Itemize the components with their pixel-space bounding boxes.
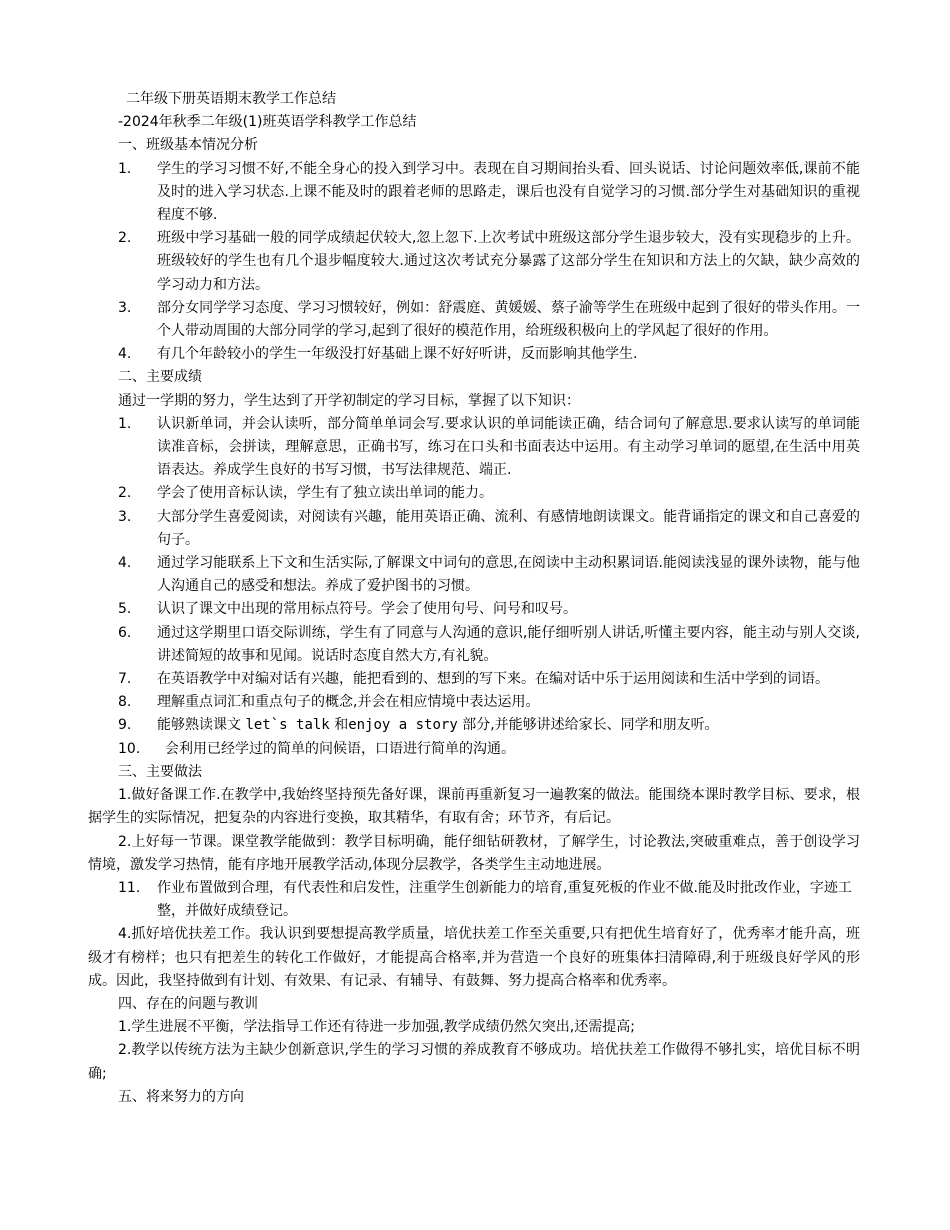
lesson-name: let`s talk: [245, 717, 330, 734]
list-item: [118, 598, 860, 621]
item-text-part: 能够熟读课文: [157, 717, 246, 734]
list-item: [118, 343, 860, 366]
list-item: [118, 714, 860, 737]
list-item: [118, 668, 860, 691]
document-subtitle: -2024年秋季二年级(1)班英语学科教学工作总结: [118, 114, 417, 131]
list-item: [118, 297, 860, 343]
paragraph: 4.抓好培优扶差工作。我认识到要想提高教学质量，培优扶差工作至关重要,只有把优生培育好了，优秀率才能升高，班级才有榜样；也只有把差生的转化工作做好，才能提高合格率,并为营造一个良好的班集体扫清障碍,利于班级良好学风的形成。因此，我坚持做到有计划、有效果、有记录、有辅导、有鼓舞、努力提高合格率和优秀率。: [88, 926, 860, 989]
item-text: 部分女同学学习态度、学习习惯较好，例如：舒震庭、黄媛媛、蔡子渝等学生在班级中起到了很好的带头作用。一个人带动周围的大部分同学的学习,起到了很好的模范作用，给班级积极向上的学风起了很好的作用。: [157, 299, 860, 340]
item-text-part: 部分,并能够讲述给家长、同学和朋友听。: [457, 717, 719, 734]
item-number: 9.: [118, 717, 132, 734]
list-item: [118, 691, 860, 714]
list-item: [118, 552, 860, 598]
item-number: 2.: [118, 485, 132, 502]
item-text: [157, 714, 860, 737]
list-item: [118, 227, 860, 297]
paragraph: 1.学生进展不平衡，学法指导工作还有待进一步加强,教学成绩仍然欠突出,还需提高;: [118, 1019, 635, 1036]
paragraph: 1.做好备课工作.在教学中,我始终坚持预先备好课，课前再重新复习一遍教案的做法。能围绕本课时教学目标、要求，根据学生的实际情况，把复杂的内容进行变换，取其精华，有取有舍；环节齐，有后记。: [88, 787, 860, 827]
item-number: 8.: [118, 694, 132, 711]
item-text: 通过学习能联系上下文和生活实际,了解课文中词句的意思,在阅读中主动积累词语.能阅读浅显的课外读物，能与他人沟通自己的感受和想法。养成了爱护图书的习惯。: [157, 555, 860, 595]
item-text: 作业布置做到合理，有代表性和启发性，注重学生创新能力的培育,重复死板的作业不做.能及时批改作业，字迹工整，并做好成绩登记。: [157, 879, 852, 920]
item-number: 4.: [118, 555, 132, 572]
item-text: 大部分学生喜爱阅读，对阅读有兴趣，能用英语正确、流利、有感情地朗读课文。能背诵指定的课文和自己喜爱的句子。: [157, 508, 860, 548]
item-text: 学生的学习习惯不好,不能全身心的投入到学习中。表现在自习期间抬头看、回头说话、讨论问题效率低,课前不能及时的进入学习状态.上课不能及时的跟着老师的思路走，课后也没有自觉学习的习惯.部分学生对基础知识的重视程度不够.: [157, 160, 860, 224]
section-heading: 一、班级基本情况分析: [118, 137, 258, 154]
section-heading: 三、主要做法: [118, 763, 202, 780]
item-number: 3.: [118, 299, 132, 316]
list-item: [118, 413, 860, 483]
item-text: 班级中学习基础一般的同学成绩起伏较大,忽上忽下.上次考试中班级这部分学生退步较大，没有实现稳步的上升。班级较好的学生也有几个退步幅度较大.通过这次考试充分暴露了这部分学生在知识和方法上的欠缺，缺少高效的学习动力和方法。: [157, 230, 860, 293]
list-item: [118, 622, 860, 668]
document-title: 二年级下册英语期末教学工作总结: [126, 91, 336, 107]
item-number: 3.: [118, 508, 132, 525]
item-text: 学会了使用音标认读，学生有了独立读出单词的能力。: [157, 485, 493, 502]
paragraph: 2.教学以传统方法为主缺少创新意识,学生的学习习惯的养成教育不够成功。培优扶差工作做得不够扎实，培优目标不明确;: [88, 1042, 860, 1082]
document-page: [0, 88, 950, 1109]
item-number: 10.: [118, 740, 141, 757]
item-number: 7.: [118, 671, 132, 688]
list-item: [118, 506, 860, 552]
item-text-part: 和: [329, 717, 349, 734]
section-heading: 五、将来努力的方向: [118, 1088, 244, 1105]
item-number: 5.: [118, 601, 132, 618]
list-item: [118, 738, 860, 761]
item-number: 6.: [118, 624, 132, 641]
list-item: [118, 877, 860, 923]
item-text: 在英语教学中对编对话有兴趣，能把看到的、想到的写下来。在编对话中乐于运用阅读和生活中学到的词语。: [157, 671, 829, 688]
paragraph: 2.上好每一节课。课堂教学能做到：教学目标明确，能仔细钻研教材，了解学生，讨论教法,突破重难点，善于创设学习情境，激发学习热情，能有序地开展教学活动,体现分层教学，各类学生主动地进展。: [88, 833, 860, 873]
item-text: 认识了课文中出现的常用标点符号。学会了使用句号、问号和叹号。: [157, 601, 577, 618]
item-number: 4.: [118, 346, 132, 363]
item-number: 1.: [118, 160, 132, 177]
item-text: 通过这学期里口语交际训练，学生有了同意与人沟通的意识,能仔细听别人讲话,听懂主要内容，能主动与别人交谈,讲述简短的故事和见闻。说话时态度自然大方,有礼貌。: [157, 624, 860, 664]
item-number: 11.: [118, 879, 141, 896]
section-intro: 通过一学期的努力，学生达到了开学初制定的学习目标，掌握了以下知识：: [118, 392, 580, 409]
section-heading: 四、存在的问题与教训: [118, 995, 258, 1012]
lesson-name: enjoy a story: [348, 717, 458, 734]
item-text: 有几个年龄较小的学生一年级没打好基础上课不好好听讲，反而影响其他学生.: [157, 346, 638, 363]
list-item: [118, 482, 860, 505]
section-heading: 二、主要成绩: [118, 369, 202, 386]
item-number: 2.: [118, 230, 132, 247]
item-text: 认识新单词，并会认读听，部分简单单词会写.要求认识的单词能读正确，结合词句了解意思.要求认读写的单词能读准音标，会拼读，理解意思，正确书写，练习在口头和书面表达中运用。有主动学习单词的愿望,在生活中用英语表达。养成学生良好的书写习惯，书写法律规范、端正.: [157, 415, 860, 479]
item-text: 理解重点词汇和重点句子的概念,并会在相应情境中表达运用。: [157, 694, 540, 711]
item-text: 会利用已经学过的简单的问候语，口语进行简单的沟通。: [165, 740, 515, 757]
list-item: [118, 158, 860, 228]
item-number: 1.: [118, 415, 132, 432]
